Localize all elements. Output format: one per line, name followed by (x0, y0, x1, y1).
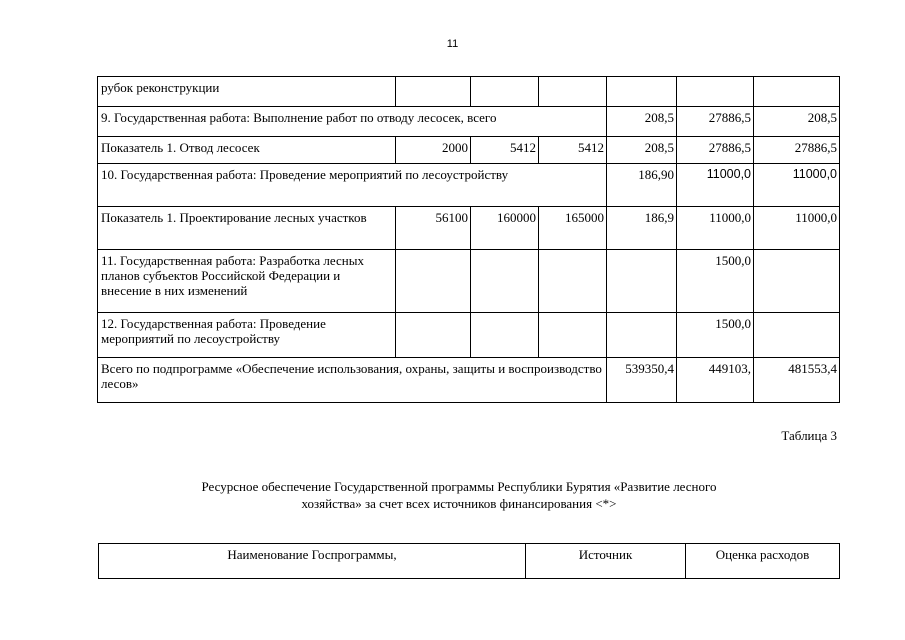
cell: 27886,5 (754, 137, 840, 164)
cell: 481553,4 (754, 358, 840, 403)
table-row (98, 77, 840, 107)
cell (607, 250, 677, 313)
cell: 2000 (396, 137, 471, 164)
header-cell-name: Наименование Госпрограммы, (99, 544, 526, 579)
header-cell-cost: Оценка расходов (686, 544, 840, 579)
cell: 160000 (471, 207, 539, 250)
cell: 449103, (677, 358, 754, 403)
cell (754, 77, 840, 107)
cell (471, 313, 539, 358)
table-row (98, 164, 840, 207)
table-row (98, 207, 840, 250)
cell (539, 250, 607, 313)
row-label: Показатель 1. Проектирование лесных участков (98, 207, 396, 250)
table-row (98, 107, 840, 137)
cell: 5412 (539, 137, 607, 164)
row-label: 11. Государственная работа: Разработка лесных планов субъектов Российской Федерации и внесение в них изменений (98, 250, 396, 313)
cell (607, 313, 677, 358)
table-row (98, 137, 840, 164)
cell (754, 313, 840, 358)
page-number: 11 (446, 38, 459, 50)
cell: 1500,0 (677, 313, 754, 358)
cell: 56100 (396, 207, 471, 250)
cell (471, 250, 539, 313)
row-label: 9. Государственная работа: Выполнение работ по отводу лесосек, всего (98, 107, 607, 137)
row-label: Показатель 1. Отвод лесосек (98, 137, 396, 164)
cell (396, 77, 471, 107)
cell: 165000 (539, 207, 607, 250)
table-row (98, 358, 840, 403)
cell: 27886,5 (677, 137, 754, 164)
cell: 11000,0 (677, 164, 754, 207)
row-label: рубок реконструкции (98, 77, 396, 107)
header-cell-source: Источник (526, 544, 686, 579)
cell (539, 313, 607, 358)
cell: 27886,5 (677, 107, 754, 137)
cell: 186,9 (607, 207, 677, 250)
cell: 5412 (471, 137, 539, 164)
cell (539, 77, 607, 107)
row-label: 12. Государственная работа: Проведение мероприятий по лесоустройству (98, 313, 396, 358)
resource-table (98, 543, 840, 579)
resource-title: Ресурсное обеспечение Государственной программы Республики Бурятия «Развитие лесного хозяйства» за счет всех источников финансирования <*> (201, 479, 717, 511)
table-row (98, 250, 840, 313)
row-label: 10. Государственная работа: Проведение мероприятий по лесоустройству (98, 164, 607, 207)
row-label: Всего по подпрограмме «Обеспечение использования, охраны, защиты и воспроизводство лесов» (98, 358, 607, 403)
cell: 186,90 (607, 164, 677, 207)
cell (396, 313, 471, 358)
cell: 208,5 (607, 107, 677, 137)
cell (754, 250, 840, 313)
cell: 1500,0 (677, 250, 754, 313)
cell: 208,5 (754, 107, 840, 137)
cell: 11000,0 (754, 164, 840, 207)
cell: 11000,0 (677, 207, 754, 250)
main-table (97, 76, 840, 403)
table-row (98, 313, 840, 358)
cell (677, 77, 754, 107)
cell (607, 77, 677, 107)
cell: 539350,4 (607, 358, 677, 403)
cell (471, 77, 539, 107)
cell: 11000,0 (754, 207, 840, 250)
cell: 208,5 (607, 137, 677, 164)
cell (396, 250, 471, 313)
table-caption: Таблица 3 (781, 428, 837, 443)
table-header-row (99, 544, 840, 579)
